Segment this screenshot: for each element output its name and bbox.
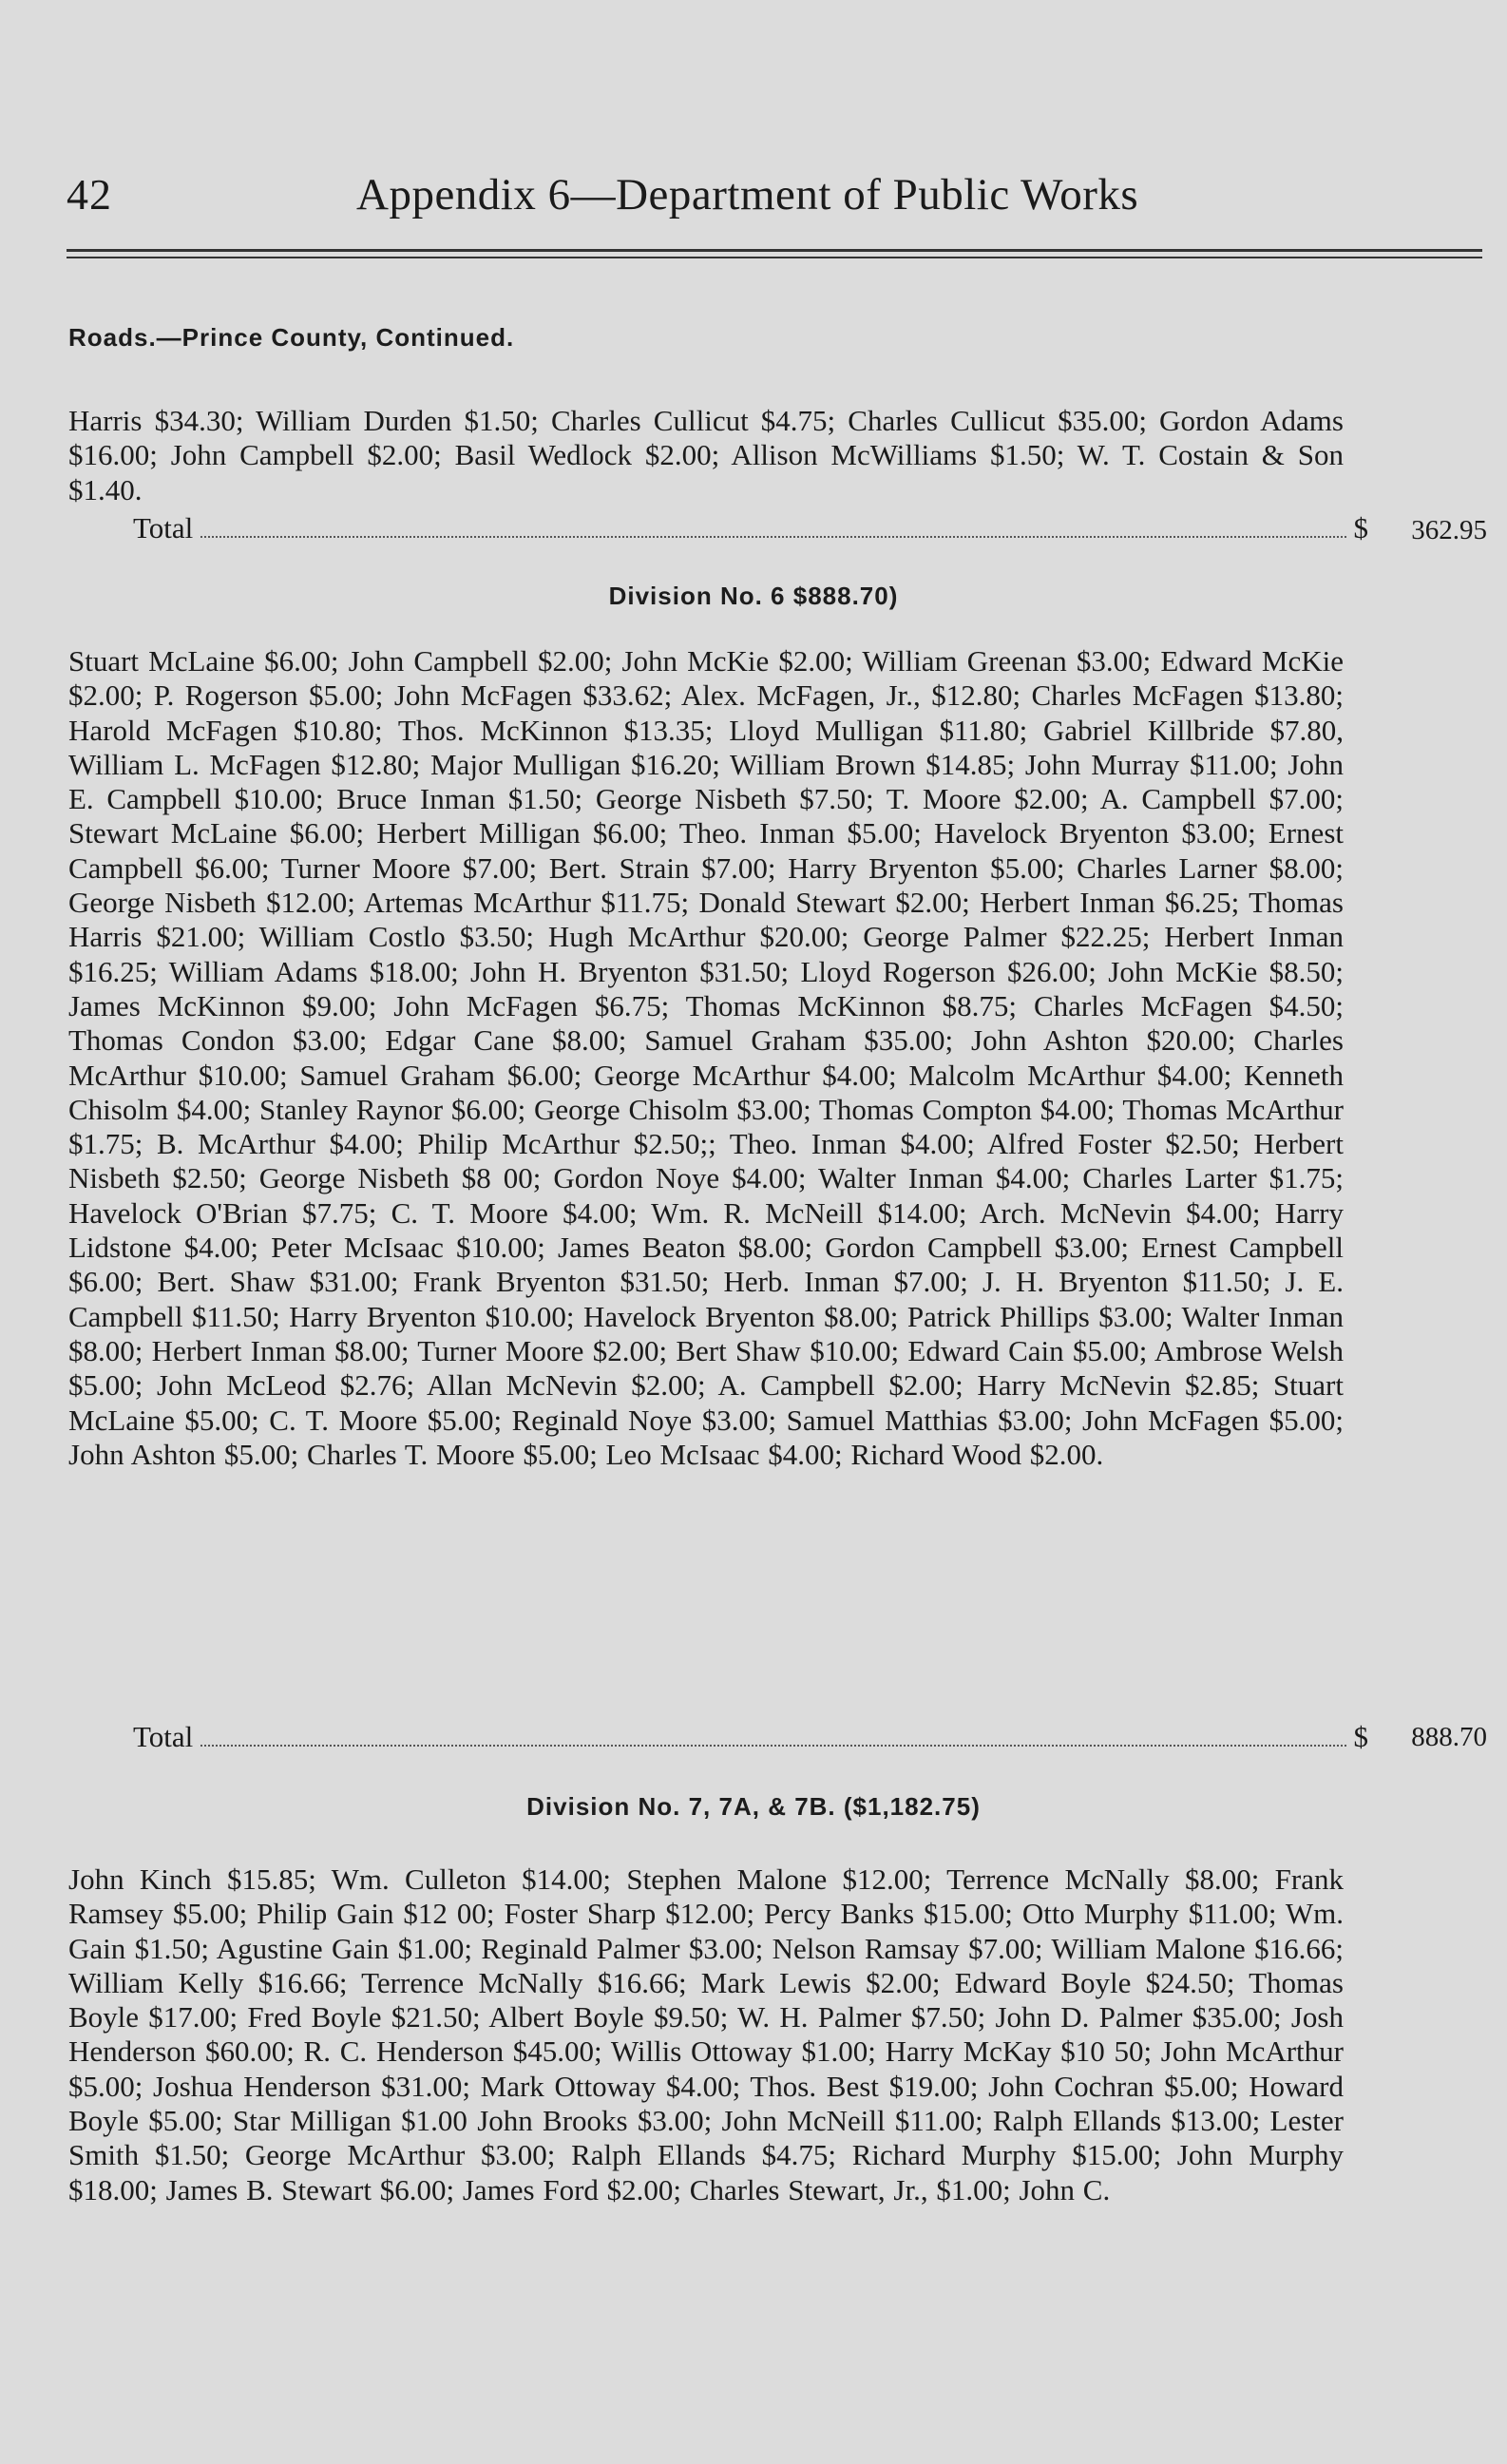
page-number: 42 [67, 170, 112, 219]
header-rule-top [67, 249, 1482, 252]
roads-total-label: Total [133, 511, 194, 544]
division-6-heading: Division No. 6 $888.70) [608, 582, 899, 610]
roads-total-amount: 362.95 [1411, 515, 1487, 545]
roads-total-line [133, 507, 1368, 545]
division-7-text: John Kinch $15.85; Wm. Culleton $14.00; Stephen Malone $12.00; Terrence McNally $8.00; Frank Ramsey $5.00; Philip Gain $12 00; Foster Sharp $12.00; Percy Banks $15.00; Otto Murphy $11.00; Wm. Gain $1.50; Agustine Gain $1.00; Reginald Palmer $3.00; Nelson Ramsay $7.00; William Malone $16.66; William Kelly $16.66; Terrence McNally $16.66; Mark Lewis $2.00; Edward Boyle $24.50; Thomas Boyle $17.00; Fred Boyle $21.50; Albert Boyle $9.50; W. H. Palmer $7.50; John D. Palmer $35.00; Josh Henderson $60.00; R. C. Henderson $45.00; Willis Ottoway $1.00; Harry McKay $10 50; John McArthur $5.00; Joshua Henderson $31.00; Mark Ottoway $4.00; Thos. Best $19.00; John Cochran $5.00; Howard Boyle $5.00; Star Milligan $1.00 John Brooks $3.00; John McNeill $11.00; Ralph Ellands $13.00; Lester Smith $1.50; George McArthur $3.00; Ralph Ellands $4.75; Richard Murphy $15.00; John Murphy $18.00; James B. Stewart $6.00; James Ford $2.00; Charles Stewart, Jr., $1.00; John C. [68, 1862, 1344, 2206]
leader-dots [200, 1745, 1345, 1747]
division-6-total-line [133, 1716, 1368, 1754]
division-6-total-label: Total [133, 1720, 194, 1753]
roads-section-heading: Roads.—Prince County, Continued. [68, 323, 515, 352]
roads-section-text: Harris $34.30; William Durden $1.50; Charles Cullicut $4.75; Charles Cullicut $35.00; Gordon Adams $16.00; John Campbell $2.00; Basil Wedlock $2.00; Allison McWilliams $1.50; W. T. Costain & Son $1.40. [68, 404, 1344, 506]
page-title: Appendix 6—Department of Public Works [356, 170, 1139, 220]
division-6-total-currency: $ [1353, 1720, 1368, 1753]
roads-total-currency: $ [1353, 511, 1368, 544]
page-header [67, 169, 1321, 236]
division-6-text: Stuart McLaine $6.00; John Campbell $2.00; John McKie $2.00; William Greenan $3.00; Edward McKie $2.00; P. Rogerson $5.00; John McFagen $33.62; Alex. McFagen, Jr., $12.80; Charles McFagen $13.80; Harold McFagen $10.80; Thos. McKinnon $13.35; Lloyd Mulligan $11.80; Gabriel Killbride $7.80, William L. McFagen $12.80; Major Mulligan $16.20; William Brown $14.85; John Murray $11.00; John E. Campbell $10.00; Bruce Inman $1.50; George Nisbeth $7.50; T. Moore $2.00; A. Campbell $7.00; Stewart McLaine $6.00; Herbert Milligan $6.00; Theo. Inman $5.00; Havelock Bryenton $3.00; Ernest Campbell $6.00; Turner Moore $7.00; Bert. Strain $7.00; Harry Bryenton $5.00; Charles Larner $8.00; George Nisbeth $12.00; Artemas McArthur $11.75; Donald Stewart $2.00; Herbert Inman $6.25; Thomas Harris $21.00; William Costlo $3.50; Hugh McArthur $20.00; George Palmer $22.25; Herbert Inman $16.25; William Adams $18.00; John H. Bryenton $31.50; Lloyd Rogerson $26.00; John McKie $8.50; James McKinnon $9.00; John McFagen $6.75; Thomas McKinnon $8.75; Charles McFagen $4.50; Thomas Condon $3.00; Edgar Cane $8.00; Samuel Graham $35.00; John Ashton $20.00; Charles McArthur $10.00; Samuel Graham $6.00; George McArthur $4.00; Malcolm McArthur $4.00; Kenneth Chisolm $4.00; Stanley Raynor $6.00; George Chisolm $3.00; Thomas Compton $4.00; Thomas McArthur $1.75; B. McArthur $4.00; Philip McArthur $2.50;; Theo. Inman $4.00; Alfred Foster $2.50; Herbert Nisbeth $2.50; George Nisbeth $8 00; Gordon Noye $4.00; Walter Inman $4.00; Charles Larter $1.75; Havelock O'Brian $7.75; C. T. Moore $4.00; Wm. R. McNeill $14.00; Arch. McNevin $4.00; Harry Lidstone $4.00; Peter McIsaac $10.00; James Beaton $8.00; Gordon Campbell $3.00; Ernest Campbell $6.00; Bert. Shaw $31.00; Frank Bryenton $31.50; Herb. Inman $7.00; J. H. Bryenton $11.50; J. E. Campbell $11.50; Harry Bryenton $10.00; Havelock Bryenton $8.00; Patrick Phillips $3.00; Walter Inman $8.00; Herbert Inman $8.00; Turner Moore $2.00; Bert Shaw $10.00; Edward Cain $5.00; Ambrose Welsh $5.00; John McLeod $2.76; Allan McNevin $2.00; A. Campbell $2.00; Harry McNevin $2.85; Stuart McLaine $5.00; C. T. Moore $5.00; Reginald Noye $3.00; Samuel Matthias $3.00; John McFagen $5.00; John Ashton $5.00; Charles T. Moore $5.00; Leo McIsaac $4.00; Richard Wood $2.00. [68, 644, 1344, 1471]
header-rule-bottom [67, 257, 1482, 258]
leader-dots [200, 536, 1345, 538]
division-7-heading: Division No. 7, 7A, & 7B. ($1,182.75) [526, 1792, 981, 1821]
division-6-total-amount: 888.70 [1411, 1722, 1487, 1752]
